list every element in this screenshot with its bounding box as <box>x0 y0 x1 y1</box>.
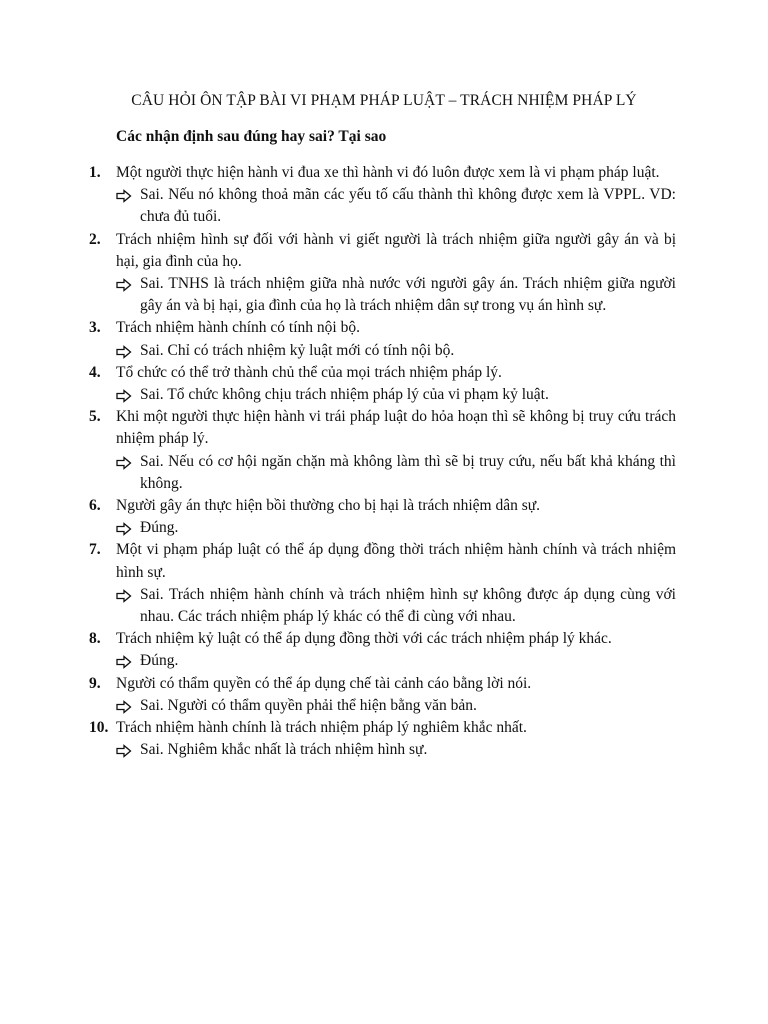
answer-text: Sai. Nghiêm khắc nhất là trách nhiệm hình sự. <box>140 741 428 759</box>
question-text: Trách nhiệm hành chính có tính nội bộ. <box>116 319 360 337</box>
answer-row <box>140 184 676 228</box>
answer-row <box>140 650 676 672</box>
right-arrow-outline-icon <box>116 521 132 535</box>
item-number: 2. <box>89 230 101 248</box>
question-text: Một vi phạm pháp luật có thể áp dụng đồng thời trách nhiệm hành chính và trách nhiệm hình sự. <box>116 541 676 581</box>
item-number: 5. <box>89 408 101 426</box>
answer-row <box>140 384 676 406</box>
answer-row <box>140 451 676 495</box>
list-item <box>0 673 768 717</box>
answer-text: Sai. Chỉ có trách nhiệm kỷ luật mới có tính nội bộ. <box>140 341 455 359</box>
question-text: Người gây án thực hiện bồi thường cho bị hại là trách nhiệm dân sự. <box>116 497 541 515</box>
item-number: 4. <box>89 363 101 381</box>
section-subtitle: Các nhận định sau đúng hay sai? Tại sao <box>116 128 387 145</box>
answer-text: Sai. Tổ chức không chịu trách nhiệm pháp lý của vi phạm kỷ luật. <box>140 386 549 404</box>
answer-text: Sai. Trách nhiệm hành chính và trách nhiệm hình sự không được áp dụng cùng với nhau. Các trách nhiệm pháp lý khác có thể đi cùng với nhau. <box>140 585 676 626</box>
item-number: 6. <box>89 497 101 515</box>
answer-row <box>140 695 676 717</box>
item-number: 3. <box>89 319 101 337</box>
right-arrow-outline-icon <box>116 588 132 602</box>
answer-text: Sai. Người có thẩm quyền phải thể hiện bằng văn bản. <box>140 696 477 714</box>
answer-text: Sai. Nếu nó không thoả mãn các yếu tố cấu thành thì không được xem là VPPL. VD: chưa đủ tuổi. <box>140 186 676 226</box>
question-list <box>0 162 768 761</box>
right-arrow-outline-icon <box>116 188 132 202</box>
right-arrow-outline-icon <box>116 455 132 469</box>
item-number: 7. <box>89 541 101 559</box>
question-text: Tổ chức có thể trở thành chủ thể của mọi trách nhiệm pháp lý. <box>116 363 502 381</box>
question-text: Người có thẩm quyền có thể áp dụng chế tài cảnh cáo bằng lời nói. <box>116 674 532 692</box>
answer-row <box>140 273 676 317</box>
list-item <box>0 362 768 406</box>
answer-row <box>140 739 676 761</box>
list-item <box>0 162 768 229</box>
item-number: 1. <box>89 164 101 181</box>
answer-text: Đúng. <box>140 519 179 537</box>
answer-text: Sai. TNHS là trách nhiệm giữa nhà nước với người gây án. Trách nhiệm giữa người gây án và bị hại, gia đình của họ là trách nhiệm dân sự trong vụ án hình sự. <box>140 275 676 315</box>
question-text: Trách nhiệm hình sự đối với hành vi giết người là trách nhiệm giữa người gây án và bị hại, gia đình của họ. <box>116 230 676 270</box>
item-number: 10. <box>89 719 109 737</box>
question-text: Trách nhiệm hành chính là trách nhiệm pháp lý nghiêm khắc nhất. <box>116 719 527 737</box>
answer-text: Sai. Nếu có cơ hội ngăn chặn mà không làm thì sẽ bị truy cứu, nếu bất khả kháng thì không. <box>140 452 676 492</box>
document-title: CÂU HỎI ÔN TẬP BÀI VI PHẠM PHÁP LUẬT – TRÁCH NHIỆM PHÁP LÝ <box>131 92 637 109</box>
question-text: Trách nhiệm kỷ luật có thể áp dụng đồng thời với các trách nhiệm pháp lý khác. <box>116 630 612 648</box>
right-arrow-outline-icon <box>116 654 132 668</box>
right-arrow-outline-icon <box>116 699 132 713</box>
list-item <box>0 406 768 495</box>
list-item <box>0 717 768 761</box>
answer-row <box>140 517 676 539</box>
item-number: 8. <box>89 630 101 648</box>
right-arrow-outline-icon <box>116 743 132 757</box>
list-item <box>0 539 768 628</box>
question-text: Khi một người thực hiện hành vi trái pháp luật do hỏa hoạn thì sẽ không bị truy cứu trách nhiệm pháp lý. <box>116 408 676 448</box>
list-item <box>0 317 768 361</box>
right-arrow-outline-icon <box>116 344 132 358</box>
answer-text: Đúng. <box>140 652 179 670</box>
right-arrow-outline-icon <box>116 388 132 402</box>
right-arrow-outline-icon <box>116 277 132 291</box>
list-item <box>0 628 768 672</box>
list-item <box>0 229 768 318</box>
answer-row <box>140 340 676 362</box>
list-item <box>0 495 768 539</box>
item-number: 9. <box>89 674 101 692</box>
answer-row <box>140 584 676 628</box>
question-text: Một người thực hiện hành vi đua xe thì hành vi đó luôn được xem là vi phạm pháp luật. <box>116 164 660 181</box>
